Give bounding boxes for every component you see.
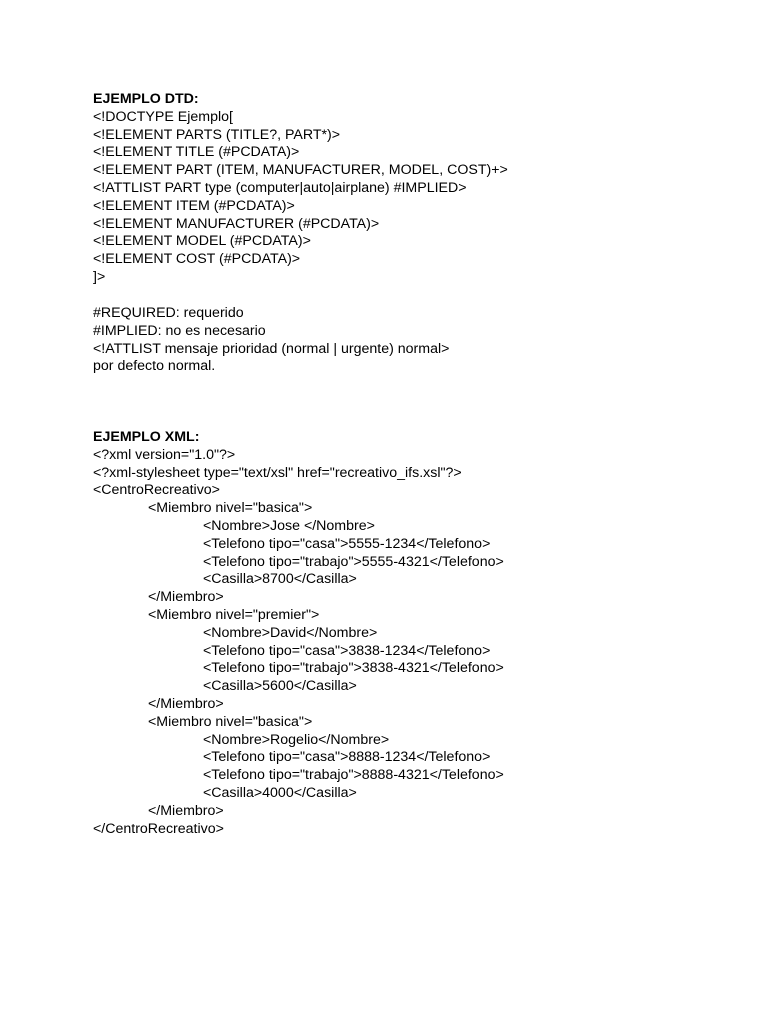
xml-line: <?xml-stylesheet type="text/xsl" href="recreativo_ifs.xsl"?> <box>93 464 462 481</box>
dtd-line: <!DOCTYPE Ejemplo[ <box>93 108 233 125</box>
dtd-line: <!ELEMENT ITEM (#PCDATA)> <box>93 197 295 214</box>
dtd-line: <!ELEMENT TITLE (#PCDATA)> <box>93 144 300 161</box>
xml-line: </CentroRecreativo> <box>93 820 224 837</box>
dtd-line: ]> <box>93 268 106 285</box>
xml-heading: EJEMPLO XML: <box>93 429 200 445</box>
xml-line: <Telefono tipo="trabajo">5555-4321</Telefono> <box>203 553 504 570</box>
note-line: por defecto normal. <box>93 358 216 375</box>
attribute-notes-section <box>93 305 733 376</box>
xml-line: <Nombre>Jose </Nombre> <box>203 517 375 534</box>
xml-line: </Miembro> <box>148 695 224 712</box>
dtd-line: <!ELEMENT MANUFACTURER (#PCDATA)> <box>93 215 380 232</box>
xml-line: </Miembro> <box>148 802 224 819</box>
xml-line: <Telefono tipo="trabajo">3838-4321</Telefono> <box>203 660 504 677</box>
note-line: #IMPLIED: no es necesario <box>93 322 266 339</box>
xml-line: <Casilla>5600</Casilla> <box>203 678 357 695</box>
dtd-line: <!ELEMENT COST (#PCDATA)> <box>93 251 301 268</box>
xml-line: <Telefono tipo="casa">5555-1234</Telefono> <box>203 535 491 552</box>
dtd-line: <!ELEMENT PART (ITEM, MANUFACTURER, MODEL, COST)+> <box>93 162 508 179</box>
dtd-example-section <box>93 91 733 287</box>
xml-line: <?xml version="1.0"?> <box>93 446 236 463</box>
xml-line: <Casilla>8700</Casilla> <box>203 571 357 588</box>
note-line: <!ATTLIST mensaje prioridad (normal | urgente) normal> <box>93 340 450 357</box>
xml-line: <Nombre>David</Nombre> <box>203 624 378 641</box>
dtd-line: <!ATTLIST PART type (computer|auto|airplane) #IMPLIED> <box>93 179 467 196</box>
xml-line: <CentroRecreativo> <box>93 482 220 499</box>
dtd-line: <!ELEMENT MODEL (#PCDATA)> <box>93 233 311 250</box>
xml-line: <Miembro nivel="basica"> <box>148 713 313 730</box>
note-line: #REQUIRED: requerido <box>93 305 244 321</box>
xml-line: <Miembro nivel="premier"> <box>148 606 320 623</box>
xml-line: </Miembro> <box>148 589 224 606</box>
xml-line: <Telefono tipo="casa">3838-1234</Telefono> <box>203 642 491 659</box>
xml-line: <Miembro nivel="basica"> <box>148 500 313 517</box>
xml-line: <Casilla>4000</Casilla> <box>203 784 357 801</box>
xml-line: <Telefono tipo="trabajo">8888-4321</Telefono> <box>203 767 504 784</box>
xml-line: <Telefono tipo="casa">8888-1234</Telefono> <box>203 749 491 766</box>
xml-example-section <box>93 429 733 838</box>
dtd-heading: EJEMPLO DTD: <box>93 91 199 107</box>
xml-line: <Nombre>Rogelio</Nombre> <box>203 731 390 748</box>
dtd-line: <!ELEMENT PARTS (TITLE?, PART*)> <box>93 126 341 143</box>
